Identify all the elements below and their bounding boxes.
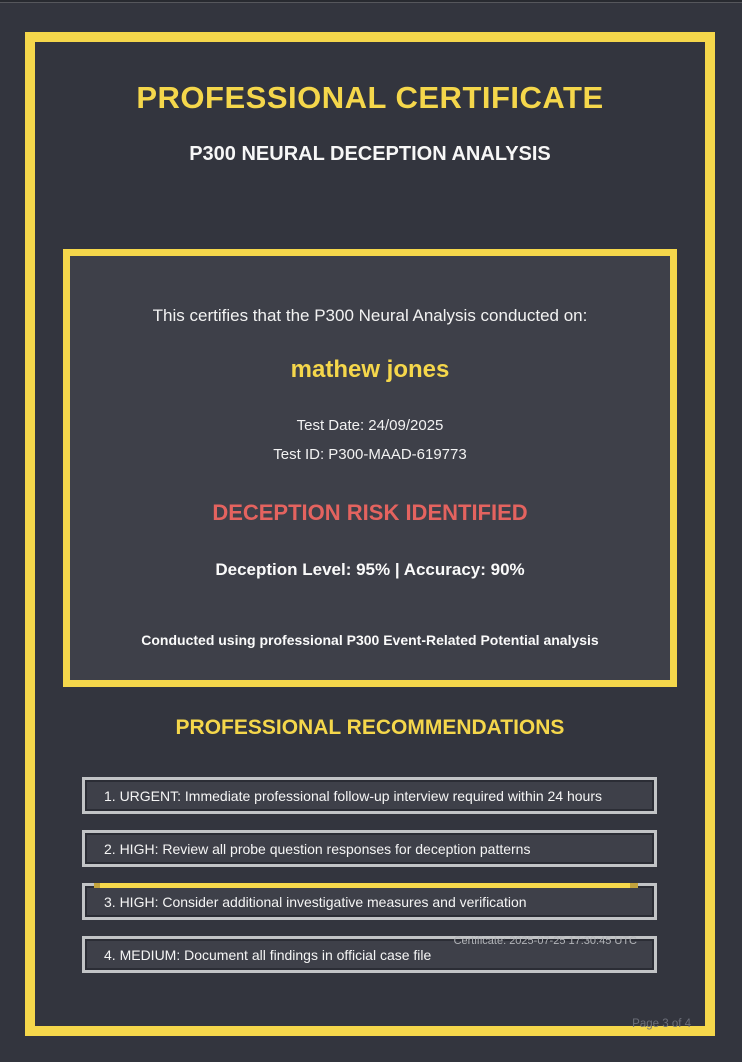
recommendations-heading: PROFESSIONAL RECOMMENDATIONS <box>175 716 565 739</box>
page-number-indicator: Page 3 of 4 <box>632 1018 691 1030</box>
certificate-title: PROFESSIONAL CERTIFICATE <box>136 80 604 115</box>
deception-risk-heading: DECEPTION RISK IDENTIFIED <box>212 500 528 525</box>
certificate-timestamp: Certificate: 2025-07-25 17:30:45 UTC <box>453 935 637 947</box>
certificate-body-box <box>63 249 677 687</box>
recommendation-item-4: 4. MEDIUM: Document all findings in official case file <box>82 936 657 973</box>
subject-name: mathew jones <box>290 356 450 383</box>
certificate-subtitle: P300 NEURAL DECEPTION ANALYSIS <box>189 143 551 165</box>
recommendation-item-2: 2. HIGH: Review all probe question responses for deception patterns <box>82 830 657 867</box>
test-date: Test Date: 24/09/2025 <box>296 417 444 434</box>
recommendation-item-3: 3. HIGH: Consider additional investigative measures and verification <box>82 883 657 920</box>
certify-statement: This certifies that the P300 Neural Analysis conducted on: <box>152 306 588 325</box>
page-break-yellow-strip <box>94 883 638 888</box>
recommendation-item-1: 1. URGENT: Immediate professional follow-up interview required within 24 hours <box>82 777 657 814</box>
window-top-strip <box>0 0 742 3</box>
method-note: Conducted using professional P300 Event-Related Potential analysis <box>141 632 599 648</box>
deception-metrics: Deception Level: 95% | Accuracy: 90% <box>215 560 525 579</box>
test-id: Test ID: P300-MAAD-619773 <box>273 446 467 463</box>
